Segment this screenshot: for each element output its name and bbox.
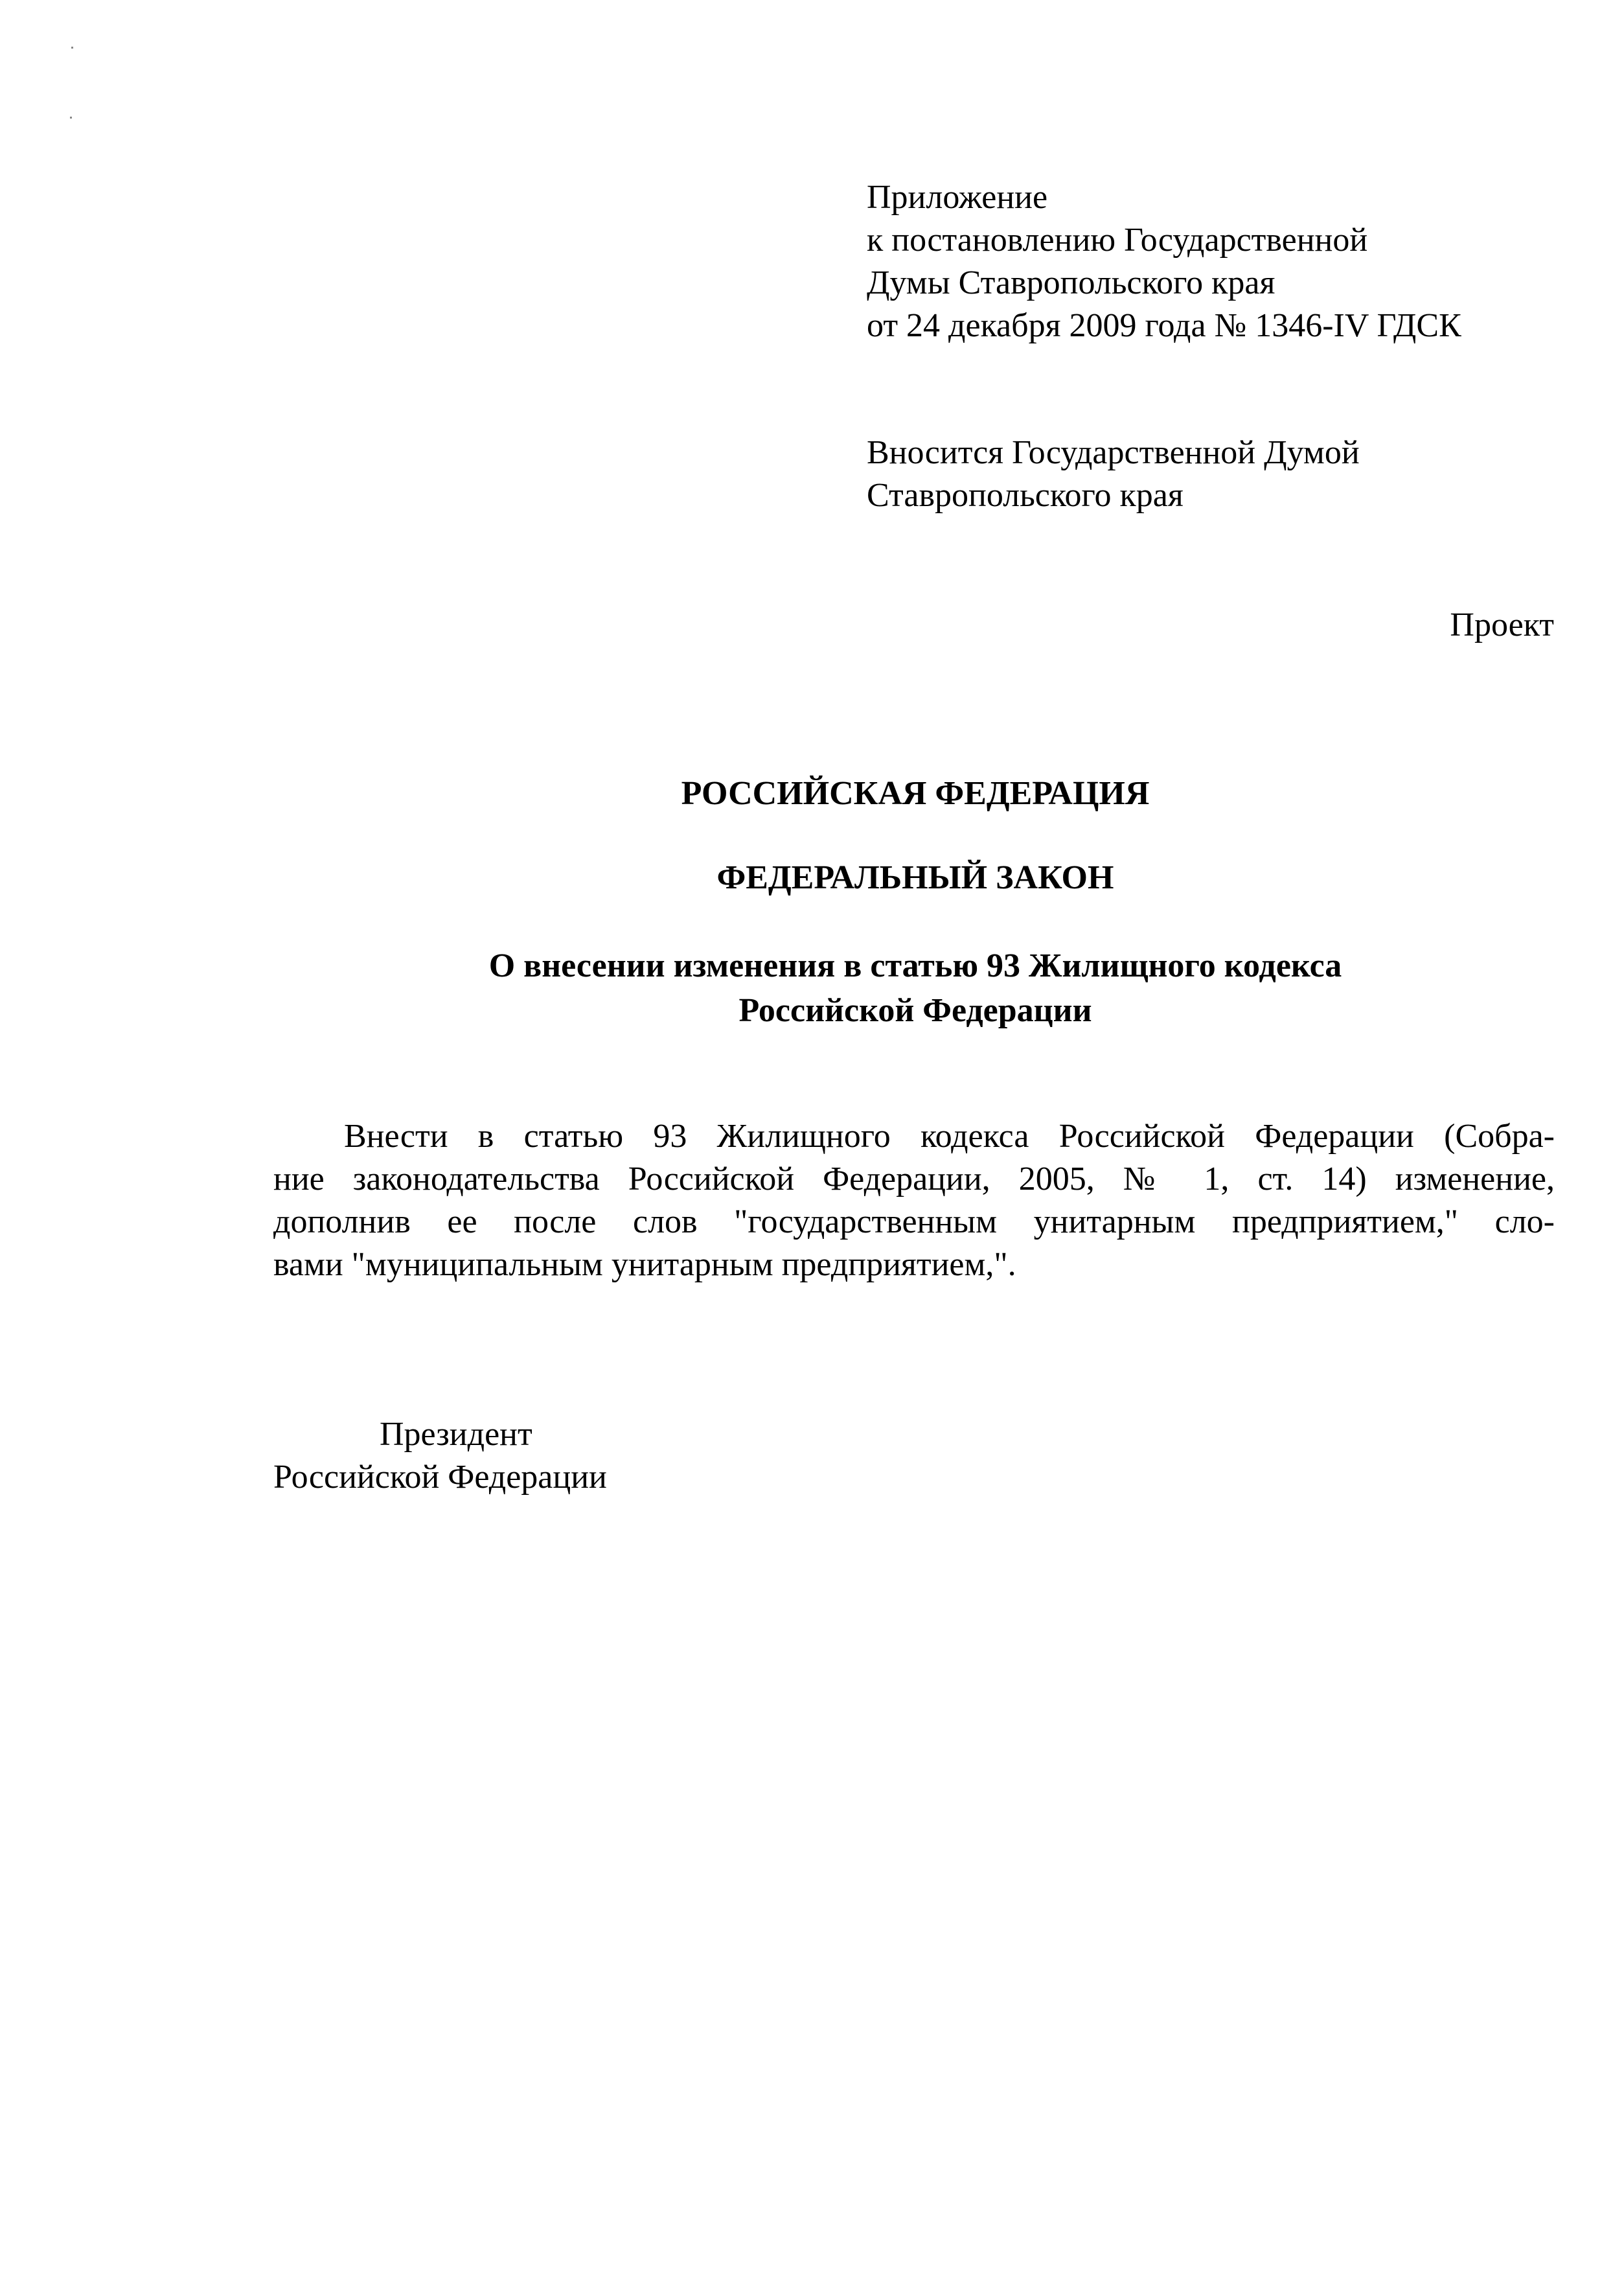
doc-type-heading-text: ФЕДЕРАЛЬНЫЙ ЗАКОН: [716, 859, 1114, 896]
introduced-by-line: Вносится Государственной Думой: [867, 434, 1360, 471]
scan-speck: [70, 117, 72, 119]
introduced-by-line: Ставропольского края: [867, 477, 1184, 514]
appendix-line: Приложение: [867, 179, 1048, 216]
country-heading-text: РОССИЙСКАЯ ФЕДЕРАЦИЯ: [681, 775, 1150, 812]
appendix-block: [867, 176, 1461, 347]
doc-type-heading: [0, 857, 1624, 899]
appendix-line: к постановлению Государственной: [867, 222, 1368, 259]
draft-label: [1450, 604, 1554, 647]
signature-block: [273, 1413, 607, 1499]
law-title-line: О внесении изменения в статью 93 Жилищного кодекса: [488, 947, 1342, 984]
appendix-line: от 24 декабря 2009 года № 1346-IV ГДСК: [867, 307, 1461, 344]
body-line: дополнив ее после слов "государственным унитарным предприятием," сло-: [273, 1203, 1555, 1240]
introduced-by-block: [867, 432, 1360, 517]
body-line: ние законодательства Российской Федерации, 2005, № 1, ст. 14) изменение,: [273, 1161, 1555, 1197]
signature-title: Российской Федерации: [273, 1459, 607, 1496]
body-line: Внести в статью 93 Жилищного кодекса Российской Федерации (Собра-: [344, 1118, 1555, 1155]
country-heading: [0, 772, 1624, 815]
appendix-line: Думы Ставропольского края: [867, 264, 1275, 301]
body-line: вами "муниципальным унитарным предприятием,".: [273, 1246, 1016, 1283]
signature-title: Президент: [380, 1416, 532, 1453]
law-title: [0, 943, 1624, 1033]
body-paragraph: [273, 1115, 1555, 1286]
draft-label-text: Проект: [1450, 607, 1554, 643]
scan-speck: [71, 47, 73, 49]
law-title-line: Российской Федерации: [738, 992, 1092, 1029]
